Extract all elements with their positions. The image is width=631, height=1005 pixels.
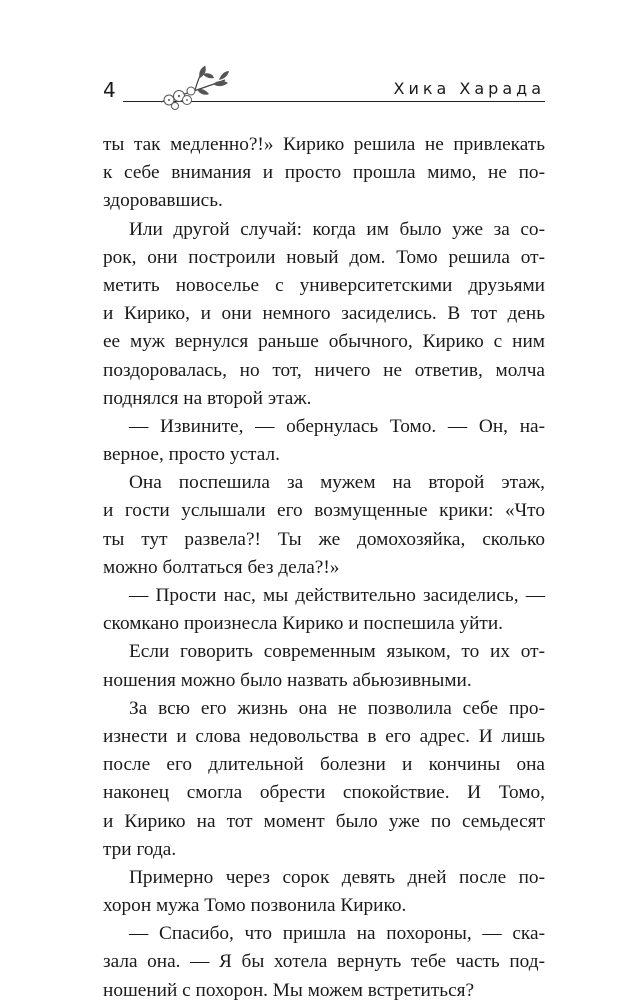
text-line: ты тут развела?! Ты же домохозяйка, сколько bbox=[103, 528, 545, 550]
text-line: рок, они построили новый дом. Томо решила от- bbox=[103, 246, 545, 268]
text-line: к себе внимания и просто прошла мимо, не по- bbox=[103, 162, 545, 184]
text-line: три года. bbox=[103, 838, 177, 860]
text-line: зала она. — Я бы хотела вернуть тебе часть под- bbox=[103, 951, 545, 973]
text-line: можно болтаться без дела?!» bbox=[103, 556, 340, 578]
flower-branch-icon bbox=[153, 60, 233, 110]
text-line: после его длительной болезни и кончины она bbox=[103, 754, 545, 776]
text-line: ношения можно было назвать абьюзивными. bbox=[103, 669, 472, 691]
running-header bbox=[103, 60, 545, 110]
body-text bbox=[103, 131, 545, 1005]
text-line: наконец смогла обрести спокойствие. И Томо, bbox=[103, 782, 545, 804]
text-line: поздоровалась, но тот, ничего не ответив, молча bbox=[103, 359, 545, 381]
text-line: скомкано произнесла Кирико и поспешила уйти. bbox=[103, 613, 503, 635]
text-line: За всю его жизнь она не позволила себе про- bbox=[129, 697, 545, 719]
text-line: и Кирико на тот момент было уже по семьдесят bbox=[103, 810, 545, 832]
text-line: Примерно через сорок девять дней после по- bbox=[129, 866, 545, 888]
text-line: — Спасибо, что пришла на похороны, — ска- bbox=[129, 923, 545, 945]
text-line: и гости услышали его возмущенные крики: «Что bbox=[103, 500, 545, 522]
author-name: Хика Харада bbox=[385, 79, 545, 99]
text-line: изнести и слова недовольства в его адрес. И лишь bbox=[103, 725, 545, 747]
text-line: — Прости нас, мы действительно засиделись, — bbox=[129, 585, 545, 606]
text-line: — Извините, — обернулась Томо. — Он, на- bbox=[129, 415, 545, 437]
text-line: Если говорить современным языком, то их от- bbox=[129, 641, 545, 663]
page-number: 4 bbox=[103, 78, 116, 102]
text-line: поднялся на второй этаж. bbox=[103, 387, 312, 409]
text-line: ты так медленно?!» Кирико решила не привлекать bbox=[103, 134, 545, 155]
text-line: метить новоселье с университетскими друзьями bbox=[103, 274, 545, 296]
text-line: Или другой случай: когда им было уже за со- bbox=[129, 218, 545, 240]
text-line: ношений с похорон. Мы можем встретиться? bbox=[103, 979, 475, 1001]
text-line: верное, просто устал. bbox=[103, 444, 280, 466]
text-line: ее муж вернулся раньше обычного, Кирико с ним bbox=[103, 331, 545, 353]
text-line: и Кирико, и они немного засиделись. В тот день bbox=[103, 303, 545, 325]
text-line: Она поспешила за мужем на второй этаж, bbox=[129, 472, 545, 494]
text-line: здоровавшись. bbox=[103, 190, 223, 212]
text-line: хорон мужа Томо позвонила Кирико. bbox=[103, 895, 407, 917]
